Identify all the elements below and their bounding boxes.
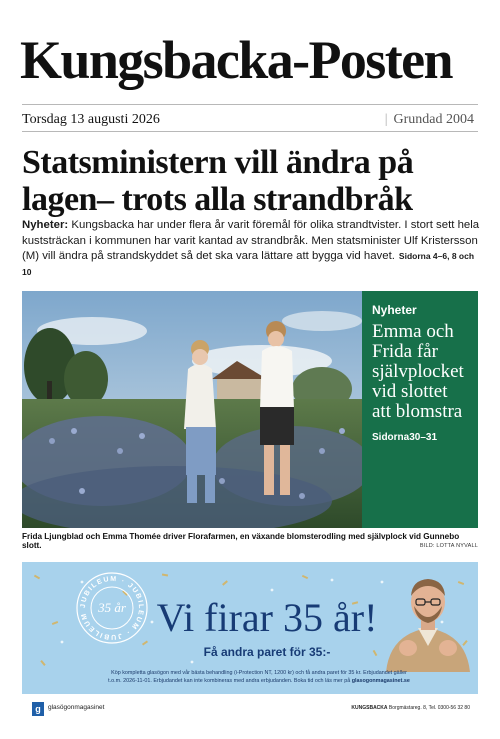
issue-date: Torsdag 13 augusti 2026 <box>22 112 160 127</box>
masthead-title: Kungsbacka-Posten <box>20 30 452 90</box>
lede-kicker: Nyheter: <box>22 219 69 231</box>
advertisement-banner[interactable] <box>22 562 478 694</box>
teaser-kicker: Nyheter <box>372 303 417 317</box>
photo-caption: Frida Ljungblad och Emma Thomée driver Florafarmen, en växande blomsterodling med självplock vid Gunnebo slott. <box>22 532 460 550</box>
dateline-separator: | <box>384 112 388 127</box>
teaser-headline[interactable]: Emma och Frida får självplocket vid slottet att blomstra <box>372 321 464 422</box>
store-name: KUNGSBACKA <box>351 705 388 711</box>
lede-page-reference: Sidorna 4–6, 8 och 10 <box>22 251 475 277</box>
masthead-rule-bottom <box>22 131 478 132</box>
ad-footer <box>22 700 478 720</box>
lead-headline[interactable]: Statsministern vill ändra på lagen– trots alla strandbråk <box>22 144 414 218</box>
jubileum-badge-icon <box>74 570 150 646</box>
ad-website-link[interactable]: glasogonmagasinet.se <box>351 677 410 684</box>
flower-field-photo-illustration <box>22 291 362 528</box>
badge-center-text: 35 år <box>98 600 126 615</box>
ad-fine-print-line-2: t.o.m. 2026-11-01. Erbjudandet kan inte kombineras med andra erbjudanden. Boka tid och läs mer på <box>108 677 351 684</box>
ad-fine-print <box>64 670 454 685</box>
lede-body: Kungsbacka har under flera år varit föremål för olika strandtvister. I stort sett hela kuststräckan i kommunen har varit kantad av strandbråk. Men statsminister Ulf Kristersson (M) vill ändra på strandskyddet så det ska vara lättare att bygga vid havet. <box>22 219 480 262</box>
teaser-box[interactable] <box>362 291 478 528</box>
store-address: Borgmästareg. 8, Tel. 0300-56 32 80 <box>388 705 470 711</box>
ad-spokesperson-illustration <box>378 562 478 672</box>
ad-subline: Få andra paret för 35:- <box>203 645 331 659</box>
ad-fine-print-line-1: Köp kompletta glasögon med vår bästa behandling (i-Protection NT, 1200 kr) och få andra paret för 35 kr. Erbjudandet gäller <box>111 670 407 676</box>
brand-logo-text[interactable]: glasögonmagasinet <box>48 704 105 711</box>
dateline <box>22 111 478 128</box>
badge-ring-text: JUBILEUM · JUBILEUM · JUBILEUM <box>79 575 145 641</box>
ad-headline: Vi firar 35 år! <box>156 595 378 640</box>
lead-lede <box>22 218 482 280</box>
lead-photo[interactable] <box>22 291 362 528</box>
founded-label <box>385 111 474 128</box>
glasogonmagasinet-logo-icon: g <box>32 702 44 716</box>
teaser-page-reference: Sidorna30–31 <box>372 432 438 443</box>
photo-credit: BILD: LOTTA NYVALL <box>419 543 478 549</box>
masthead-rule-top <box>22 104 478 105</box>
founded-text: Grundad 2004 <box>393 112 474 127</box>
store-info <box>351 705 470 711</box>
